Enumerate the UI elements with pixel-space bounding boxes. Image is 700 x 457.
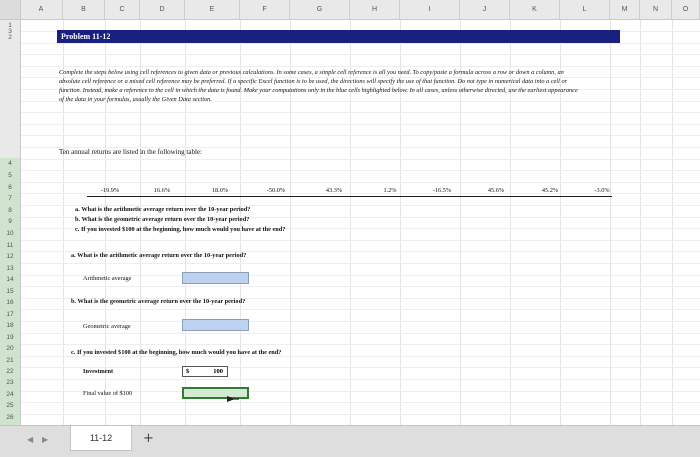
row-header[interactable]: 2 xyxy=(8,34,12,41)
row-header[interactable]: 24 xyxy=(6,391,14,398)
row-header[interactable]: 19 xyxy=(6,334,14,341)
sheet-tab-bar xyxy=(0,425,700,457)
column-header[interactable]: B xyxy=(63,0,105,19)
row-header[interactable]: 1 xyxy=(8,22,12,29)
column-header[interactable]: M xyxy=(610,0,640,19)
currency-symbol: $ xyxy=(186,368,190,375)
question-letter: b. xyxy=(75,216,81,223)
column-header[interactable]: O xyxy=(672,0,700,19)
worksheet-grid[interactable] xyxy=(21,20,700,425)
column-header[interactable]: J xyxy=(460,0,510,19)
column-header[interactable]: D xyxy=(140,0,185,19)
geometric-average-label: Geometric average xyxy=(83,323,131,330)
column-header[interactable]: F xyxy=(240,0,290,19)
row-header-bar xyxy=(0,20,21,425)
row-header[interactable]: 14 xyxy=(6,276,14,283)
section-a-question xyxy=(71,252,246,259)
row-header[interactable]: 4 xyxy=(8,160,12,167)
question-c xyxy=(75,226,285,233)
return-cell[interactable]: 45.6% xyxy=(487,187,505,194)
question-b xyxy=(75,216,249,223)
return-cell[interactable]: 18.0% xyxy=(211,187,229,194)
mouse-cursor-icon xyxy=(226,394,240,404)
row-header[interactable]: 17 xyxy=(6,311,14,318)
return-cell[interactable]: 16.6% xyxy=(153,187,171,194)
investment-cell[interactable] xyxy=(182,366,228,377)
row-header[interactable]: 11 xyxy=(6,242,14,249)
row-header[interactable]: 6 xyxy=(8,184,12,191)
next-sheet-icon[interactable]: ▶ xyxy=(42,435,49,444)
column-header[interactable]: I xyxy=(400,0,460,19)
select-all-corner[interactable] xyxy=(0,0,21,19)
return-cell[interactable]: -50.0% xyxy=(266,187,286,194)
row-header[interactable]: 26 xyxy=(6,414,14,421)
return-cell[interactable]: -16.5% xyxy=(432,187,452,194)
section-c-question xyxy=(71,349,281,356)
row-header[interactable]: 25 xyxy=(6,402,14,409)
add-sheet-icon[interactable]: + xyxy=(143,431,154,446)
instructions-text: Complete the steps below using cell references to given data or previous calculations. In some cases, a simple cell reference is all you need. To copy/paste a formula across a row or down a column, an absolute cell reference or a mixed cell reference may be preferred. If a specific Excel function is to be used, the directions will specify the use of that function. Do not type in numerical data into a cell or function. Instead, make a reference to the cell in which the data is found. Make your computations only in the blue cells highlighted below. In all cases, unless otherwise directed, use the earliest appearance of the data in your formulas, usually the Given Data section. xyxy=(59,69,578,104)
return-cell[interactable]: 1.2% xyxy=(383,187,397,194)
row-header[interactable]: 21 xyxy=(6,357,14,364)
investment-label: Investment xyxy=(83,368,114,375)
row-header[interactable]: 20 xyxy=(6,345,14,352)
column-header[interactable]: G xyxy=(290,0,350,19)
column-header[interactable]: A xyxy=(20,0,63,19)
intro-text: Ten annual returns are listed in the following table: xyxy=(59,148,202,156)
column-header-bar xyxy=(0,0,700,20)
arithmetic-average-input[interactable] xyxy=(182,272,249,284)
return-cell[interactable]: -19.9% xyxy=(100,187,120,194)
question-text: What is the arithmetic average return over the 10-year period? xyxy=(81,206,251,213)
row-header[interactable]: 8 xyxy=(8,207,12,214)
geometric-average-input[interactable] xyxy=(182,319,249,331)
question-text: What is the geometric average return over the 10-year period? xyxy=(81,216,250,223)
row-header[interactable]: 13 xyxy=(6,265,14,272)
section-a-question-text: a. What is the arithmetic average return over the 10-year period? xyxy=(71,252,247,259)
section-b-question-text: b. What is the geometric average return over the 10-year period? xyxy=(71,298,246,305)
previous-sheet-icon[interactable]: ◀ xyxy=(27,435,34,444)
row-header[interactable]: 10 xyxy=(6,230,14,237)
question-text: If you invested $100 at the beginning, how much would you have at the end? xyxy=(80,226,286,233)
return-cell[interactable]: 43.3% xyxy=(325,187,343,194)
column-header[interactable]: C xyxy=(105,0,140,19)
row-header[interactable]: 5 xyxy=(8,172,12,179)
return-cell[interactable]: 45.2% xyxy=(541,187,559,194)
row-header[interactable]: 7 xyxy=(8,195,12,202)
row-header[interactable]: 9 xyxy=(8,218,12,225)
row-header[interactable]: 16 xyxy=(6,299,14,306)
investment-value: 100 xyxy=(213,368,223,375)
question-letter: a. xyxy=(75,206,80,213)
row-header[interactable]: 3 xyxy=(8,28,12,35)
arithmetic-average-label: Arithmetic average xyxy=(83,275,132,282)
return-cell[interactable]: -3.0% xyxy=(594,187,610,194)
problem-title: Problem 11-12 xyxy=(57,30,620,43)
column-header[interactable]: H xyxy=(350,0,400,19)
row-header[interactable]: 23 xyxy=(6,379,14,386)
question-letter: c. xyxy=(75,226,80,233)
column-header[interactable]: N xyxy=(640,0,672,19)
column-header[interactable]: L xyxy=(560,0,610,19)
row-header[interactable]: 18 xyxy=(6,322,14,329)
section-c-question-text: c. If you invested $100 at the beginning, how much would you have at the end? xyxy=(71,349,282,356)
question-a xyxy=(75,206,250,213)
final-value-label: Final value of $100 xyxy=(83,390,133,397)
sheet-tab-11-12[interactable]: 11-12 xyxy=(70,426,132,451)
row-header[interactable]: 12 xyxy=(6,253,14,260)
row-header[interactable]: 22 xyxy=(6,368,14,375)
column-header[interactable]: E xyxy=(185,0,240,19)
row-header[interactable]: 15 xyxy=(6,288,14,295)
section-b-question xyxy=(71,298,245,305)
returns-table xyxy=(87,187,612,197)
column-header[interactable]: K xyxy=(510,0,560,19)
